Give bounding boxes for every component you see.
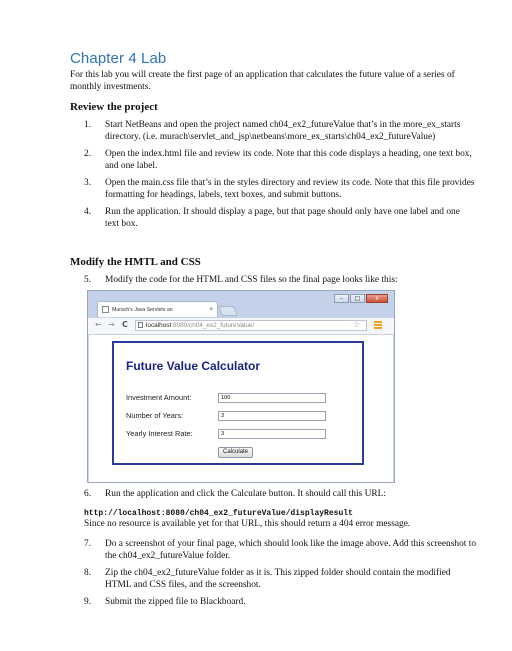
window-close-button[interactable]: x (366, 294, 388, 303)
forward-arrow-icon[interactable]: → (108, 320, 115, 329)
back-arrow-icon[interactable]: ← (95, 320, 102, 329)
page-favicon-icon (102, 306, 109, 313)
list-item-5: 5. Modify the code for the HTML and CSS files so the final page looks like this: (84, 275, 398, 285)
new-tab-button[interactable] (218, 306, 238, 316)
result-url: http://localhost:8080/ch04_ex2_futureValue/displayResult (84, 509, 353, 518)
calculate-button[interactable]: Calculate (218, 447, 253, 458)
url-note: Since no resource is available yet for that URL, this should return a 404 error message. (84, 519, 411, 529)
section-heading-review: Review the project (70, 101, 158, 113)
intro-paragraph: For this lab you will create the first page of an application that calculates the future value of a series of monthly investments. (70, 70, 455, 92)
section-heading-modify: Modify the HMTL and CSS (70, 256, 201, 268)
calculator-heading: Future Value Calculator (126, 359, 261, 373)
browser-screenshot-figure (87, 290, 395, 483)
minimize-button[interactable]: – (334, 294, 349, 303)
tab-label: Murach's Java Servlets an (112, 306, 173, 313)
review-steps-list (84, 120, 476, 236)
investment-label: Investment Amount: (126, 393, 192, 402)
list-item: 2. Open the index.html file and review its code. Note that this code displays a heading, one text box, and one label. (84, 149, 472, 171)
list-item: 7. Do a screenshot of your final page, which should look like the image above. Add this screenshot to the ch04_ex2_futureValue folder. (84, 539, 477, 561)
list-item-6: 6. Run the application and click the Calculate button. It should call this URL: (84, 489, 386, 499)
menu-icon[interactable] (374, 321, 382, 329)
investment-input[interactable]: 100 (218, 393, 326, 403)
browser-content (89, 335, 393, 482)
address-path: :8080/ch04_ex2_futureValue/ (171, 322, 255, 329)
list-item: 1. Start NetBeans and open the project named ch04_ex2_futureValue that’s in the more_ex_starts directory. (i.e. murach\servlet_and_jsp\netbeans\more_ex_starts\ch04_ex2_futureValue) (84, 120, 461, 142)
browser-tab-bar (88, 291, 394, 318)
bookmark-star-icon[interactable]: ☆ (353, 320, 361, 329)
page-title: Chapter 4 Lab (70, 50, 167, 67)
rate-input[interactable]: 3 (218, 429, 326, 439)
list-item: 9. Submit the zipped file to Blackboard. (84, 597, 246, 607)
list-item: 8. Zip the ch04_ex2_futureValue folder as it is. This zipped folder should contain the modified HTML and CSS files, and the screenshot. (84, 568, 451, 590)
browser-toolbar (88, 318, 394, 335)
rate-label: Yearly Interest Rate: (126, 429, 193, 438)
window-controls (334, 294, 388, 303)
list-item: 4. Run the application. It should display a page, but that page should only have one label and one text box. (84, 207, 460, 229)
list-item: 3. Open the main.css file that’s in the styles directory and review its code. Note that this file provides formatting for headings, labels, text boxes, and submit buttons. (84, 178, 475, 200)
page-icon (138, 322, 143, 328)
years-label: Number of Years: (126, 411, 184, 420)
address-host: localhost (146, 322, 172, 329)
calculator-panel (112, 341, 364, 465)
close-icon[interactable]: × (209, 306, 213, 313)
browser-tab[interactable] (97, 301, 218, 317)
maximize-button[interactable]: □ (350, 294, 365, 303)
final-steps-list (84, 539, 476, 615)
years-input[interactable]: 3 (218, 411, 326, 421)
reload-icon[interactable]: C (122, 320, 128, 329)
address-bar[interactable] (135, 320, 367, 331)
